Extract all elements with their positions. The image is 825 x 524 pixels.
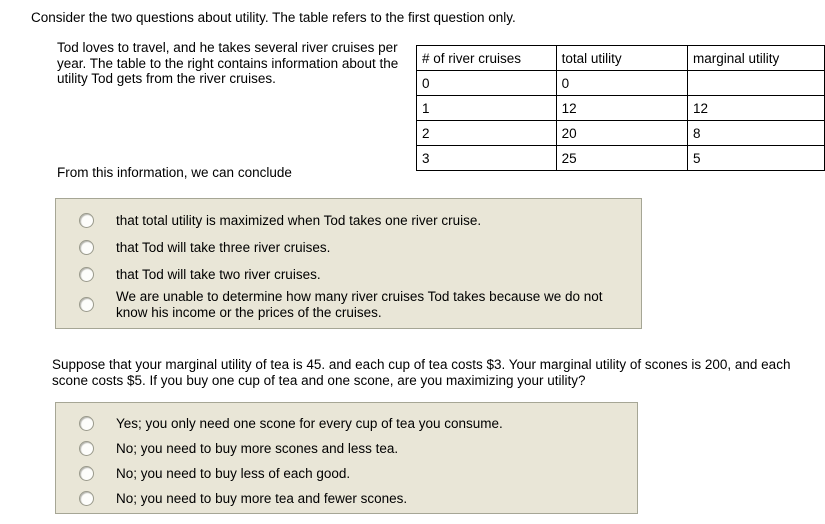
option-label: that total utility is maximized when Tod takes one river cruise. (116, 212, 482, 228)
question-two-option-4[interactable] (62, 486, 631, 511)
question-one-prompt: From this information, we can conclude (57, 165, 292, 180)
table-cell-total-utility: 25 (556, 146, 687, 171)
utility-table (416, 45, 825, 171)
radio-button-icon[interactable] (79, 466, 94, 481)
table-cell-cruises: 3 (417, 146, 557, 171)
table-cell-total-utility: 0 (556, 71, 687, 96)
table-header-cruises: # of river cruises (417, 46, 557, 71)
question-two-option-2[interactable] (62, 436, 631, 461)
radio-button-icon[interactable] (79, 441, 94, 456)
option-label: No; you need to buy less of each good. (116, 465, 351, 481)
table-row (417, 96, 825, 121)
table-cell-cruises: 1 (417, 96, 557, 121)
table-row (417, 71, 825, 96)
radio-button-icon[interactable] (79, 416, 94, 431)
question-one-option-2[interactable] (62, 234, 635, 261)
question-one-paragraph: Tod loves to travel, and he takes several river cruises per year. The table to the right contains information about the utility Tod gets from the river cruises. (57, 40, 399, 86)
question-two-options-panel (55, 402, 638, 514)
table-header-total-utility: total utility (556, 46, 687, 71)
radio-button-icon[interactable] (79, 491, 94, 506)
table-cell-total-utility: 12 (556, 96, 687, 121)
table-cell-marginal-utility: 8 (687, 121, 824, 146)
option-label: We are unable to determine how many river cruises Tod takes because we do not know his income or the prices of the cruises. (116, 289, 603, 320)
question-two-option-1[interactable] (62, 411, 631, 436)
radio-button-icon[interactable] (79, 240, 94, 255)
table-cell-total-utility: 20 (556, 121, 687, 146)
table-cell-marginal-utility (687, 71, 824, 96)
question-one-option-1[interactable] (62, 207, 635, 234)
radio-button-icon[interactable] (79, 297, 94, 312)
table-header-marginal-utility: marginal utility (687, 46, 824, 71)
question-two-prompt: Suppose that your marginal utility of tea is 45. and each cup of tea costs $3. Your marginal utility of scones is 200, and each scone costs $5. If you buy one cup of tea and one scone, are you maximizing your utility? (52, 357, 791, 388)
radio-button-icon[interactable] (79, 213, 94, 228)
table-row (417, 146, 825, 171)
table-cell-marginal-utility: 12 (687, 96, 824, 121)
question-one-option-3[interactable] (62, 261, 635, 288)
option-label: that Tod will take three river cruises. (116, 239, 331, 255)
question-two-option-3[interactable] (62, 461, 631, 486)
table-cell-cruises: 0 (417, 71, 557, 96)
question-one-option-4[interactable] (62, 288, 635, 321)
option-label: No; you need to buy more tea and fewer scones. (116, 490, 408, 506)
radio-button-icon[interactable] (79, 267, 94, 282)
table-row (417, 121, 825, 146)
option-label: that Tod will take two river cruises. (116, 266, 321, 282)
table-header-row (417, 46, 825, 71)
option-label: Yes; you only need one scone for every cup of tea you consume. (116, 415, 503, 431)
table-cell-marginal-utility: 5 (687, 146, 824, 171)
option-label: No; you need to buy more scones and less tea. (116, 440, 399, 456)
question-one-options-panel (55, 198, 642, 329)
intro-text: Consider the two questions about utility. The table refers to the first question only. (31, 10, 516, 25)
table-cell-cruises: 2 (417, 121, 557, 146)
